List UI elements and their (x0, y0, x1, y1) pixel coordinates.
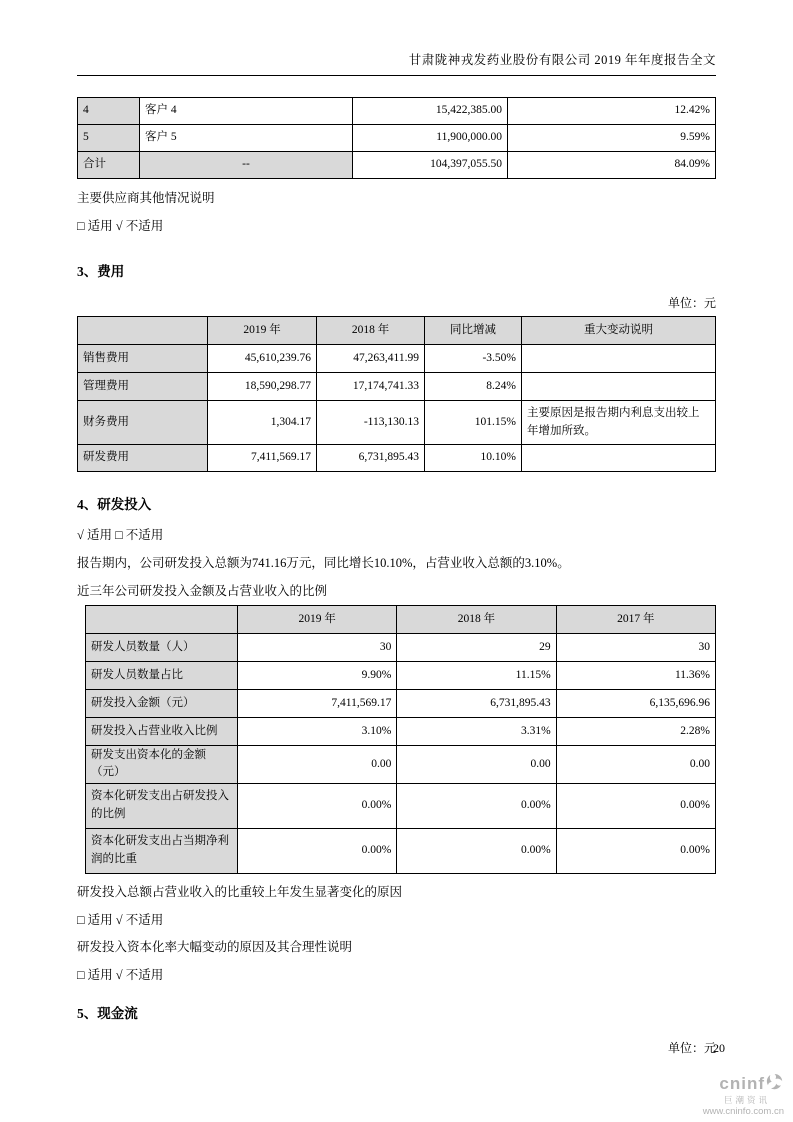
expense-2019: 45,610,239.76 (208, 345, 317, 373)
cninfo-logo-chinese-name: 巨潮资讯 (723, 1095, 770, 1105)
rd-change-reason-applicability: □ 适用 √ 不适用 (77, 912, 164, 927)
rd-2018: 0.00% (397, 783, 556, 828)
rd-table-caption: 近三年公司研发投入金额及占营业收入的比例 (77, 584, 328, 598)
rd-2019: 9.90% (238, 662, 397, 690)
expense-label: 研发费用 (78, 445, 208, 472)
rd-2018: 0.00 (397, 746, 556, 784)
rd-metric-label: 研发人员数量（人） (86, 634, 238, 662)
customer-name: 客户 5 (140, 125, 353, 152)
table-row (78, 125, 716, 152)
table-header-row (78, 317, 716, 345)
rd-2019: 7,411,569.17 (238, 690, 397, 718)
table-row (86, 662, 716, 690)
table-row (78, 445, 716, 472)
total-name-placeholder: -- (140, 152, 353, 179)
table-row (78, 373, 716, 401)
expense-label: 财务费用 (78, 401, 208, 445)
col-header-blank (78, 317, 208, 345)
col-header-2018: 2018 年 (317, 317, 425, 345)
cninfo-logo-text: cninf (719, 1073, 765, 1093)
cninfo-logo-wordmark (703, 1072, 784, 1095)
col-header-yoy: 同比增减 (425, 317, 522, 345)
rd-metric-label: 研发支出资本化的金额（元） (86, 746, 238, 784)
cninfo-logo-url: www.cninfo.com.cn (702, 1106, 784, 1117)
customer-rank: 4 (78, 98, 140, 125)
document-header-title: 甘肃陇神戎发药业股份有限公司 2019 年年度报告全文 (77, 50, 716, 76)
rd-applicability: √ 适用 □ 不适用 (77, 528, 164, 542)
rd-change-reason-label: 研发投入总额占营业收入的比重较上年发生显著变化的原因 (77, 884, 403, 899)
section-heading-cashflow: 5、现金流 (77, 1005, 138, 1021)
expense-2018: -113,130.13 (317, 401, 425, 445)
cninfo-logo (703, 1072, 784, 1118)
rd-2017: 6,135,696.96 (556, 690, 715, 718)
table-row (86, 783, 716, 828)
col-header-blank (86, 606, 238, 634)
rd-2017: 0.00 (556, 746, 715, 784)
expense-2019: 18,590,298.77 (208, 373, 317, 401)
rd-capitalization-reason-label: 研发投入资本化率大幅变动的原因及其合理性说明 (77, 939, 353, 954)
expense-note (522, 345, 716, 373)
col-header-2019: 2019 年 (208, 317, 317, 345)
col-header-2019: 2019 年 (238, 606, 397, 634)
rd-2017: 2.28% (556, 718, 715, 746)
expense-2018: 17,174,741.33 (317, 373, 425, 401)
supplier-note-label: 主要供应商其他情况说明 (77, 191, 215, 205)
rd-2018: 0.00% (397, 828, 556, 873)
expense-yoy: -3.50% (425, 345, 522, 373)
expense-label: 销售费用 (78, 345, 208, 373)
customer-sales-amount: 15,422,385.00 (353, 98, 508, 125)
rd-metric-label: 研发投入占营业收入比例 (86, 718, 238, 746)
expense-table (77, 316, 716, 472)
rd-capitalization-reason-applicability: □ 适用 √ 不适用 (77, 967, 164, 982)
rd-2017: 11.36% (556, 662, 715, 690)
expense-note: 主要原因是报告期内利息支出较上年增加所致。 (522, 401, 716, 445)
rd-2019: 30 (238, 634, 397, 662)
expense-note (522, 445, 716, 472)
rd-2017: 0.00% (556, 828, 715, 873)
table-row (86, 718, 716, 746)
rd-2018: 6,731,895.43 (397, 690, 556, 718)
rd-2017: 30 (556, 634, 715, 662)
cninfo-swirl-icon (765, 1072, 784, 1095)
rd-metric-label: 研发人员数量占比 (86, 662, 238, 690)
rd-2018: 11.15% (397, 662, 556, 690)
customer-name: 客户 4 (140, 98, 353, 125)
rd-summary: 报告期内，公司研发投入总额为741.16万元，同比增长10.10%，占营业收入总额的3.10%。 (77, 556, 570, 570)
unit-label-cashflow: 单位：元 (667, 1040, 716, 1055)
col-header-2017: 2017 年 (556, 606, 715, 634)
expense-2019: 7,411,569.17 (208, 445, 317, 472)
expense-yoy: 10.10% (425, 445, 522, 472)
expense-2018: 6,731,895.43 (317, 445, 425, 472)
rd-2018: 3.31% (397, 718, 556, 746)
supplier-note-applicability: □ 适用 √ 不适用 (77, 219, 164, 233)
rd-2019: 0.00 (238, 746, 397, 784)
expense-yoy: 8.24% (425, 373, 522, 401)
table-row (86, 828, 716, 873)
major-customers-table (77, 97, 716, 179)
rd-metric-label: 资本化研发支出占当期净利润的比重 (86, 828, 238, 873)
customer-rank: 5 (78, 125, 140, 152)
rd-metric-label: 研发投入金额（元） (86, 690, 238, 718)
rd-investment-table (85, 605, 716, 874)
total-label: 合计 (78, 152, 140, 179)
unit-label-fee: 单位：元 (667, 296, 716, 310)
expense-2019: 1,304.17 (208, 401, 317, 445)
total-sales-amount: 104,397,055.50 (353, 152, 508, 179)
customer-sales-pct: 9.59% (508, 125, 716, 152)
customer-sales-pct: 12.42% (508, 98, 716, 125)
expense-yoy: 101.15% (425, 401, 522, 445)
table-row (78, 98, 716, 125)
table-row (78, 345, 716, 373)
col-header-note: 重大变动说明 (522, 317, 716, 345)
section-heading-rd: 4、研发投入 (77, 497, 152, 512)
col-header-2018: 2018 年 (397, 606, 556, 634)
table-row (86, 690, 716, 718)
rd-2018: 29 (397, 634, 556, 662)
table-row (86, 634, 716, 662)
rd-2019: 0.00% (238, 828, 397, 873)
table-total-row (78, 152, 716, 179)
page-number: 20 (713, 1041, 725, 1055)
expense-note (522, 373, 716, 401)
rd-metric-label: 资本化研发支出占研发投入的比例 (86, 783, 238, 828)
rd-2019: 3.10% (238, 718, 397, 746)
rd-2019: 0.00% (238, 783, 397, 828)
section-heading-fee: 3、费用 (77, 264, 125, 279)
table-header-row (86, 606, 716, 634)
total-sales-pct: 84.09% (508, 152, 716, 179)
rd-2017: 0.00% (556, 783, 715, 828)
expense-label: 管理费用 (78, 373, 208, 401)
table-row (86, 746, 716, 784)
customer-sales-amount: 11,900,000.00 (353, 125, 508, 152)
expense-2018: 47,263,411.99 (317, 345, 425, 373)
table-row (78, 401, 716, 445)
